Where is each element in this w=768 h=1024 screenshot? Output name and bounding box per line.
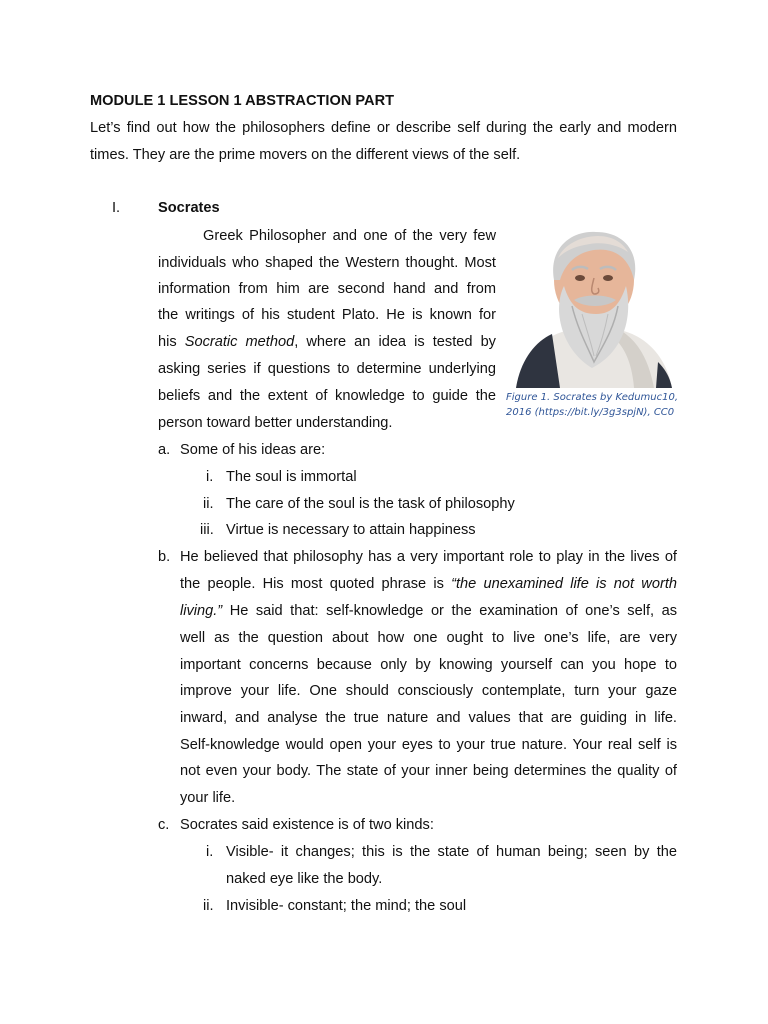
sublist-marker: ii. [203,898,214,914]
list-marker-b: b. [158,549,171,565]
sublist-item: The soul is immortal [226,469,357,485]
sublist-marker: i. [206,469,214,485]
para-line-5-pre: his [158,334,185,350]
list-b-line-10: your life. [180,790,236,806]
list-c-i-line-1: Visible- it changes; this is the state of human being; seen by the [226,844,677,860]
para-line-6: asking series if questions to determine underlying [158,361,496,377]
para-line-1: Greek Philosopher and one of the very few [203,228,496,244]
sublist-item: Virtue is necessary to attain happiness [226,522,476,538]
para-line-7: beliefs and the extent of knowledge to guide the [158,388,496,404]
intro-line-1: Let’s find out how the philosophers define or describe self during the early and modern [90,120,677,136]
list-b-line-8: Self-knowledge would open your eyes to your true nature. Your real self is [180,737,677,753]
para-line-3: information from him are second hand and from [158,281,496,297]
socratic-method-term: Socratic method [184,334,295,350]
list-a-text: Some of his ideas are: [180,442,326,458]
socrates-portrait [508,222,676,388]
list-c-i-line-2: naked eye like the body. [226,871,383,887]
quoted-phrase: “the unexamined life is not worth [451,576,677,592]
page-title: MODULE 1 LESSON 1 ABSTRACTION PART [90,93,395,109]
section-title: Socrates [158,200,220,216]
list-b-line-6: improve your life. One should consciously contemplate, turn your gaze [180,683,677,699]
list-b-line-2-pre: the people. His most quoted phrase is [180,576,452,592]
quoted-phrase-end: living.” [180,603,223,619]
list-b-line-3-post: He said that: self-knowledge or the examination of one’s self, as [222,603,677,619]
list-b-line-7: inward, and analyse the true nature and values that are guiding in life. [180,710,677,726]
list-b-line-1: He believed that philosophy has a very important role to play in the lives of [180,549,677,565]
figure-caption-line-1: Figure 1. Socrates by Kedumuc10, [506,392,679,403]
list-marker-a: a. [158,442,171,458]
list-b-line-9: not even your body. The state of your inner being determines the quality of [180,763,677,779]
sublist-marker: ii. [203,496,214,512]
sublist-item: The care of the soul is the task of philosophy [226,496,515,512]
list-b-line-3 [180,601,677,621]
list-b-line-2 [180,574,677,594]
para-line-5 [158,332,496,352]
list-c-ii-text: Invisible- constant; the mind; the soul [226,898,467,914]
list-b-line-5: important concerns because only by knowing yourself can you hope to [180,657,677,673]
sublist-marker: i. [206,844,214,860]
section-numeral: I. [112,200,121,216]
para-line-5-post: , where an idea is tested by [294,334,496,350]
figure-caption-line-2: 2016 (https://bit.ly/3g3spjN), CC0 [506,407,675,418]
list-c-text: Socrates said existence is of two kinds: [180,817,434,833]
list-b-line-4: well as the question about how one ought to live one’s life, are very [180,630,677,646]
sublist-marker: iii. [200,522,214,538]
para-line-8: person toward better understanding. [158,415,393,431]
intro-line-2: times. They are the prime movers on the different views of the self. [90,147,521,163]
para-line-4: the writings of his student Plato. He is known for [158,307,496,323]
para-line-2: individuals who shaped the Western thought. Most [158,255,496,271]
list-marker-c: c. [158,817,170,833]
socrates-portrait-illustration [508,222,676,388]
